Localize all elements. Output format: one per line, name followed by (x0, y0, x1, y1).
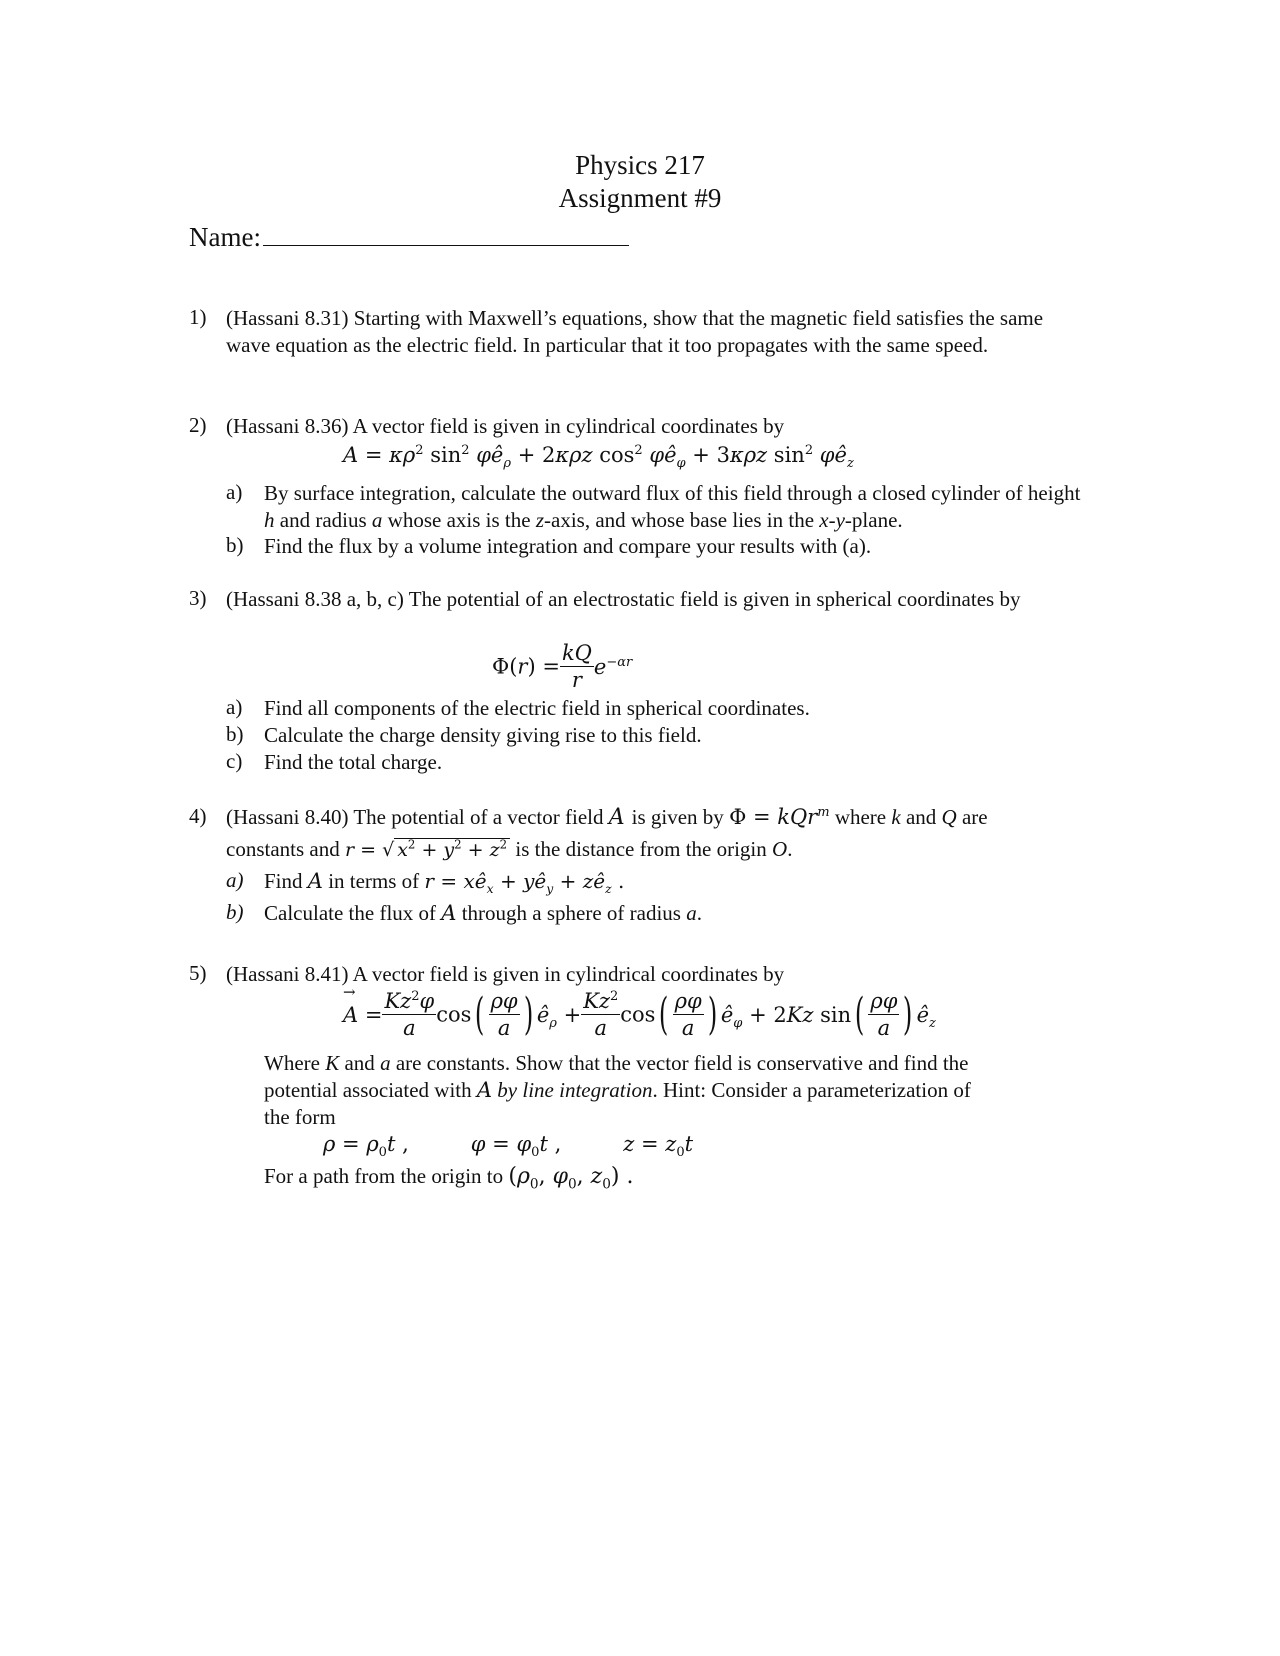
problem-1-number: 1) (189, 305, 207, 329)
problem-3-text: (Hassani 8.38 a, b, c) The potential of an electrostatic field is given in spherical coordinates by (226, 587, 1021, 611)
problem-2-equation: $A = \kappa\rho^2$ $\sin^2$ $\varphi ê_\rho + 2\kappa\rho z$ $\cos^2$ $\varphi ê_\varphi + 3\kappa\rho z$ $\sin^2$ $\varphi ê_z$ (343, 443, 854, 472)
problem-5-path-text: For a path from the origin to ($\rho_0$, $\varphi_0$, $z_0$) . (264, 1164, 634, 1193)
problem-3-number: 3) (189, 586, 207, 610)
problem-2a-label: a) (226, 480, 243, 504)
problem-3-equation: Φ(r) = $\frac{kQ}{r}$ $e^{-\alpha r}$ (492, 641, 633, 692)
problem-2b-label: b) (226, 533, 244, 557)
course-title: Physics 217 (575, 150, 705, 180)
problem-4b-text: Calculate the flux of A through a sphere of radius a. (264, 901, 702, 925)
problem-2a-text: By surface integration, calculate the outward flux of this field through a closed cylinder of height h and radius a whose axis is the z-axis, and whose base lies in the x-y-plane. (264, 481, 1081, 532)
assignment-title: Assignment #9 (558, 183, 722, 213)
problem-5-where-text: Where K and a are constants. Show that the vector field is conservative and find the (264, 1051, 969, 1075)
name-label: Name: (189, 222, 261, 252)
problem-3b-label: b) (226, 722, 244, 746)
problem-4-line-2: constants and r = √ $x^2 + y^2 + z^2$ is the distance from the origin O. (226, 837, 793, 861)
problem-4a-text: Find A in terms of $r = xê_x$ + $yê_y$ + $zê_z$ . (264, 869, 625, 896)
problem-4b-label: b) (226, 900, 244, 924)
problem-1-text: (Hassani 8.31) Starting with Maxwell’s equations, show that the magnetic field satisfies the same wave equation as the electric field. In particular that it too propagates with the same speed. (226, 306, 1044, 357)
problem-2-text: (Hassani 8.36) A vector field is given in cylindrical coordinates by (226, 414, 785, 438)
problem-5-number: 5) (189, 961, 207, 985)
name-blank-line (263, 223, 629, 246)
problem-2b-text: Find the flux by a volume integration and compare your results with (a). (264, 534, 872, 558)
problem-5-text: (Hassani 8.41) A vector field is given in cylindrical coordinates by (226, 962, 785, 986)
problem-3a-text: Find all components of the electric field in spherical coordinates. (264, 696, 810, 720)
problem-5-parameterization: $\rho = \rho_0t$ , $\varphi = \varphi_0t$ , $z = z_0t$ (323, 1132, 694, 1161)
problem-3c-text: Find the total charge. (264, 750, 443, 774)
problem-4-number: 4) (189, 804, 207, 828)
problem-3a-label: a) (226, 695, 243, 719)
problem-5-line-2: potential associated with A by line integration. Hint: Consider a parameterization of (264, 1078, 971, 1102)
problem-3b-text: Calculate the charge density giving rise to this field. (264, 723, 702, 747)
problem-5-line-3: the form (264, 1105, 336, 1129)
name-field (189, 222, 629, 253)
problem-4-line-1: (Hassani 8.40) The potential of a vector field A is given by Φ = kQr$^m$ where k and Q are (226, 805, 988, 830)
problem-5-equation: → A = $\frac{Kz^2\varphi}{a}$ cos( $\frac{\rho\varphi}{a}$ ) $ê_\rho$ + $\frac{Kz^2}{a}$ cos( $\frac{\rho\varphi}{a}$ ) $ê_\varphi + 2Kz$ sin( $\frac{\rho\varphi}{a}$ ) $ê_z$ (343, 988, 936, 1041)
problem-4a-label: a) (226, 868, 244, 892)
problem-3c-label: c) (226, 749, 243, 773)
problem-2-number: 2) (189, 413, 207, 437)
